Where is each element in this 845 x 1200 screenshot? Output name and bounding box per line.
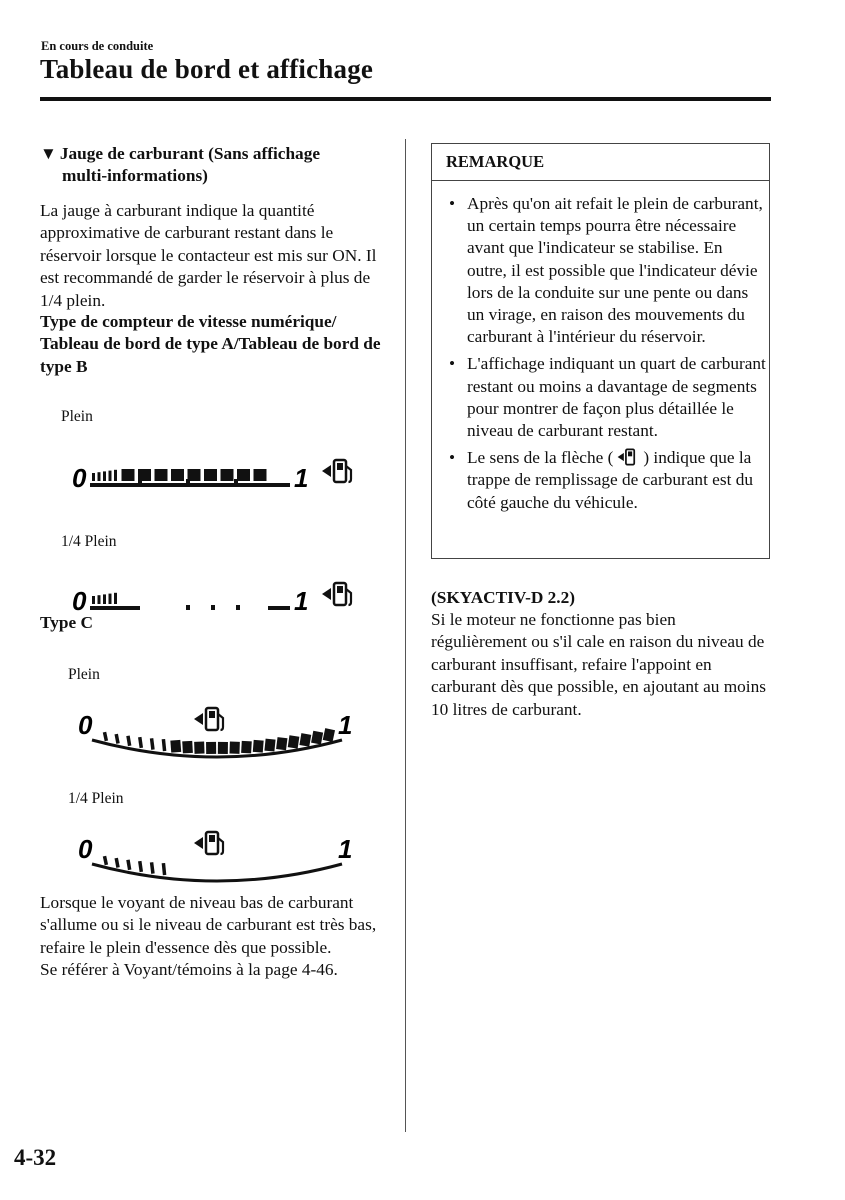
gauge-segment: [155, 469, 168, 481]
gauge-segment: [122, 469, 135, 481]
gauge-segment: [103, 471, 106, 481]
gauge-segment: [115, 858, 120, 868]
gauge-segment: [182, 741, 193, 754]
gauge-segment: [170, 740, 181, 753]
gauge-segment: [288, 735, 300, 748]
gauge-segment: [264, 739, 275, 752]
gauge-baseline-start: [90, 606, 140, 610]
gauge-segment: [92, 473, 95, 481]
section-heading: [40, 143, 388, 188]
gauge-segment: [241, 741, 252, 754]
bullet: •: [449, 194, 456, 213]
page-number: 4-32: [14, 1145, 57, 1170]
gauge-max-label: 1: [338, 834, 353, 864]
gauge-segment: [103, 732, 108, 742]
gauge-tick-marks: [186, 605, 240, 610]
gauge-segment: [98, 472, 101, 481]
note-item: [446, 447, 766, 514]
note-header: [432, 144, 769, 181]
gauge-segment: [162, 739, 167, 751]
reference-text: Se référer à Voyant/témoins à la page 4-46.: [40, 960, 338, 980]
note-item-text: Après qu'on ait refait le plein de carburant, un certain temps pourra être nécessaire avant que l'indicateur se stabilise. En outre, il est possible que l'indicateur dévie lors de la conduite sur une pente ou dans un virage, en raison des mouvements du carburant à l'intérieur du réservoir.: [467, 194, 763, 347]
note-item: [446, 193, 766, 348]
fuel-pump-icon: [194, 832, 223, 854]
gauge-segment: [254, 469, 267, 481]
gauge-segment: [237, 469, 250, 481]
gauge-label-full-linear: Plein: [61, 408, 93, 425]
triangle-down-icon: ▼: [40, 144, 57, 163]
skyactiv-heading: (SKYACTIV-D 2.2): [431, 588, 576, 607]
gauge-segments: [92, 593, 117, 604]
page-title: Tableau de bord et affichage: [40, 54, 374, 84]
column-divider: [405, 139, 406, 1132]
gauge-min-label: 0: [78, 834, 93, 864]
gauge-max-label: 1: [338, 710, 353, 740]
gauge-segment: [115, 734, 120, 744]
gauge-segment: [221, 469, 234, 481]
intro-paragraph: La jauge à carburant indique la quantité approximative de carburant restant dans le réservoir lorsque le contacteur est mis sur ON. Il est recommandé de garder le réservoir à plus de 1/4 plein.: [40, 201, 377, 310]
gauge-segment: [229, 742, 239, 754]
fuel-pump-icon: [194, 708, 223, 730]
note-item-text: Le sens de la flèche (: [467, 448, 614, 468]
gauge-segment: [206, 742, 216, 754]
fuel-pump-icon: [613, 448, 643, 466]
gauge-segment: [114, 593, 117, 604]
gauge-segment: [109, 594, 112, 604]
gauge-segment: [218, 742, 228, 754]
low-fuel-text: Lorsque le voyant de niveau bas de carburant s'allume ou si le niveau de carburant est très bas, refaire le plein d'essence dès que possible.: [40, 893, 377, 957]
gauge-type-heading: Type de compteur de vitesse numérique/ Tableau de bord de type A/Tableau de bord de type B: [40, 312, 381, 376]
title-divider: [40, 97, 771, 101]
gauge-segment: [253, 740, 264, 753]
gauge-segment: [194, 742, 204, 754]
gauge-baseline-end: [268, 606, 290, 610]
note-title: REMARQUE: [446, 152, 545, 171]
heading-line-2: multi-informations): [62, 166, 208, 186]
gauge-label-quarter-arc: 1/4 Plein: [68, 790, 124, 807]
gauge-segment: [311, 731, 323, 745]
note-item: [446, 353, 766, 442]
gauge-segment: [126, 735, 131, 746]
gauge-min-label: 0: [72, 463, 87, 493]
bullet: •: [449, 448, 456, 468]
gauge-segment: [103, 594, 106, 604]
fuel-pump-icon: [322, 460, 351, 482]
arc-fuel-gauge-full: [72, 702, 372, 772]
gauge-segment: [150, 738, 155, 750]
gauge-min-label: 0: [72, 586, 87, 616]
gauge-segment: [126, 859, 131, 870]
skyactiv-paragraph: Si le moteur ne fonctionne pas bien régulièrement ou s'il cale en raison du niveau de carburant insuffisant, refaire l'appoint en carburant dès que possible, en ajoutant au moins 10 litres de carburant.: [431, 610, 766, 719]
gauge-segment: [299, 733, 311, 746]
gauge-segment: [323, 728, 335, 742]
low-fuel-paragraph: [40, 892, 388, 982]
gauge-label-full-arc: Plein: [68, 666, 100, 683]
heading-line-1: Jauge de carburant (Sans affichage: [59, 144, 321, 163]
gauge-segment: [103, 856, 108, 866]
gauge-segment: [109, 471, 112, 481]
gauge-segment: [171, 469, 184, 481]
gauge-segment: [98, 595, 101, 604]
gauge-segment: [150, 862, 155, 874]
note-box: [431, 143, 770, 559]
gauge-max-label: 1: [294, 463, 309, 493]
gauge-segment: [138, 861, 143, 872]
gauge-max-label: 1: [294, 586, 309, 616]
arc-fuel-gauge-quarter: [72, 826, 372, 896]
bullet: •: [449, 354, 456, 374]
gauge-segment: [162, 863, 167, 875]
fuel-pump-icon: [322, 583, 351, 605]
gauge-min-label: 0: [78, 710, 93, 740]
linear-fuel-gauge-full: [68, 452, 368, 496]
gauge-label-quarter-linear: 1/4 Plein: [61, 533, 117, 550]
gauge-segment: [204, 469, 217, 481]
section-label: En cours de conduite: [41, 39, 154, 53]
note-item-text: L'affichage indiquant un quart de carburant restant ou moins a davantage de segments pour montrer de façon plus détaillée le niveau de carburant restant.: [467, 354, 766, 441]
gauge-segment: [138, 737, 143, 748]
type-c-heading: Type C: [40, 613, 93, 632]
note-item-text: ) indique que la trappe de remplissage de carburant est du côté gauche du véhicule.: [467, 448, 753, 512]
gauge-segment: [92, 596, 95, 604]
gauge-segment: [276, 737, 287, 750]
gauge-segments: [92, 469, 267, 481]
gauge-segment: [114, 470, 117, 481]
note-list: [446, 193, 766, 519]
